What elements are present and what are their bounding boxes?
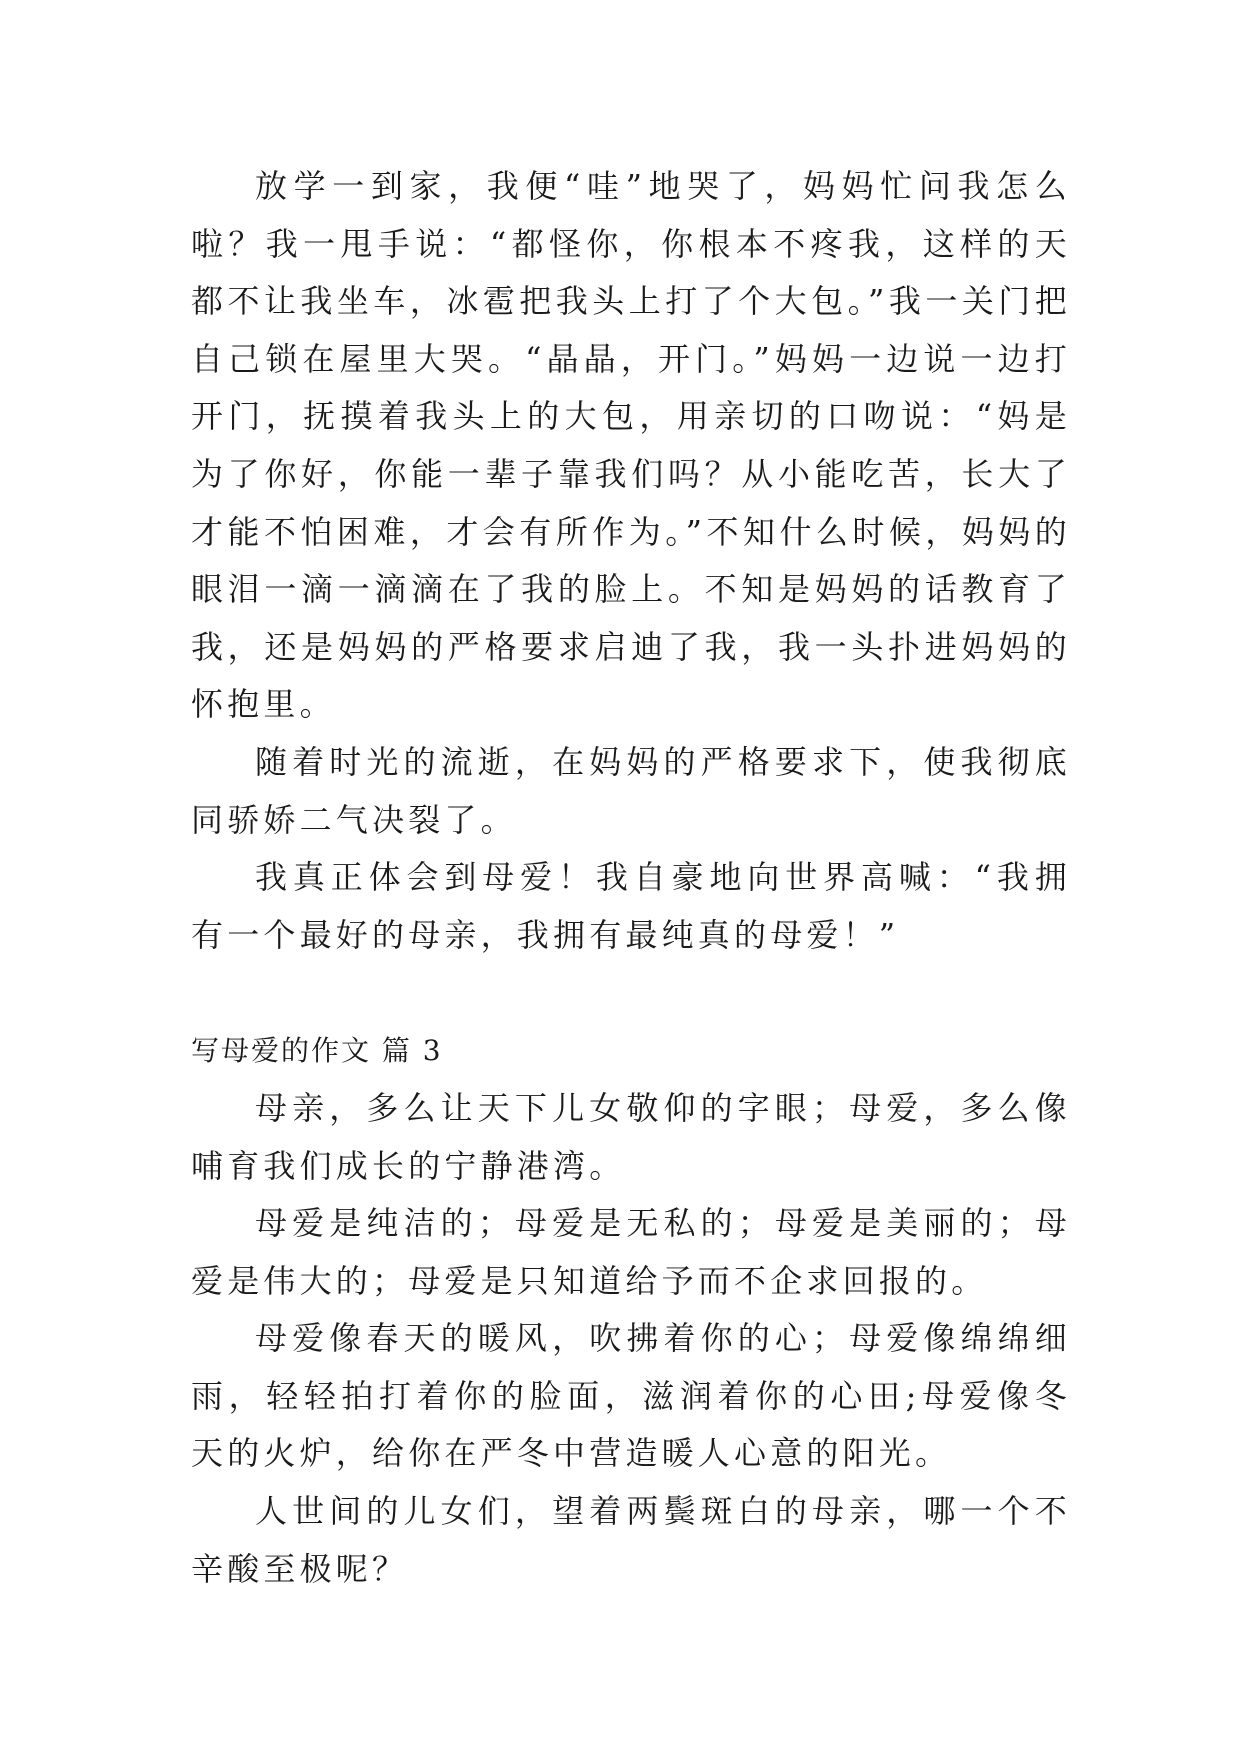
- paragraph: 放学一到家，我便“哇”地哭了，妈妈忙问我怎么啦？我一甩手说：“都怪你，你根本不疼我，这样的天都不让我坐车，冰雹把我头上打了个大包。”我一关门把自己锁在屋里大哭。“晶晶，开门。”妈妈一边说一边打开门，抚摸着我头上的大包，用亲切的口吻说：“妈是为了你好，你能一辈子靠我们吗？从小能吃苦，长大了才能不怕困难，才会有所作为。”不知什么时候，妈妈的眼泪一滴一滴滴在了我的脸上。不知是妈妈的话教育了我，还是妈妈的严格要求启迪了我，我一头扑进妈妈的怀抱里。: [191, 167, 1071, 724]
- essay-body: [191, 158, 1071, 1598]
- paragraph: 母爱像春天的暖风，吹拂着你的心；母爱像绵绵细雨，轻轻拍打着你的脸面，滋润着你的心田;母爱像冬天的火炉，给你在严冬中营造暖人心意的阳光。: [191, 1319, 1071, 1473]
- paragraph: 随着时光的流逝，在妈妈的严格要求下，使我彻底同骄娇二气决裂了。: [191, 742, 1071, 839]
- paragraph: 我真正体会到母爱！我自豪地向世界高喊：“我拥有一个最好的母亲，我拥有最纯真的母爱！”: [191, 858, 1071, 954]
- paragraph: 母爱是纯洁的；母爱是无私的；母爱是美丽的；母爱是伟大的；母爱是只知道给予而不企求回报的。: [191, 1204, 1071, 1300]
- paragraph: 母亲，多么让天下儿女敬仰的字眼；母爱，多么像哺育我们成长的宁静港湾。: [191, 1088, 1071, 1185]
- paragraph: 人世间的儿女们，望着两鬓斑白的母亲，哪一个不辛酸至极呢？: [191, 1492, 1071, 1588]
- section-title: 写母爱的作文 篇 3: [191, 1034, 443, 1068]
